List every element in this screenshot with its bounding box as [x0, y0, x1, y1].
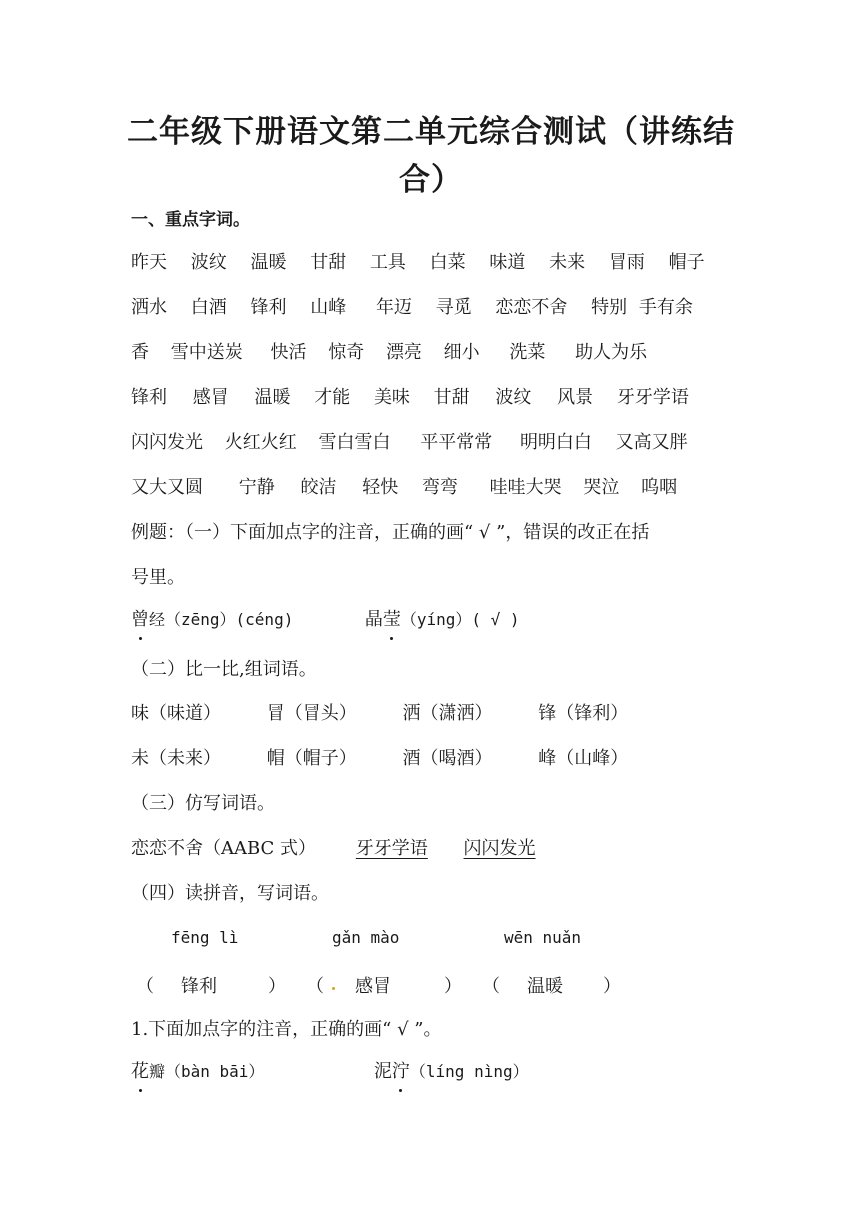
word: 雪中送炭	[170, 342, 243, 363]
word: 皎洁	[300, 477, 337, 498]
word: 惊奇	[328, 342, 365, 363]
char: 晶	[364, 609, 383, 630]
word: 快活	[270, 342, 307, 363]
word: 山峰	[310, 297, 347, 318]
question-1-heading: 1.下面加点字的注音，正确的画“ √ ”。	[131, 1019, 442, 1040]
word: 甘甜	[310, 252, 347, 273]
dotted-char: 花	[131, 1058, 149, 1086]
word: 昨天	[131, 252, 167, 273]
example-instruction: 例题：（一）下面加点字的注音，正确的画“ √ ”，错误的改正在括	[131, 522, 650, 543]
answer-open-paren-2: （	[306, 976, 324, 997]
word: 温暖	[254, 387, 291, 408]
word: 牙牙学语	[616, 387, 689, 408]
word: 平平常常	[420, 432, 493, 453]
word: 明明白白	[519, 432, 592, 453]
word: 寻觅	[435, 297, 472, 318]
word: 哭泣	[583, 477, 620, 498]
word: 帽子	[668, 252, 705, 273]
word-row-2	[131, 294, 693, 322]
word-row-5	[131, 429, 688, 457]
word: 感冒	[192, 387, 229, 408]
word: 温暖	[250, 252, 287, 273]
compare-item: 未（未来）	[131, 748, 221, 769]
imitate-row	[131, 835, 536, 863]
answer-close-paren-3: ）	[603, 976, 621, 997]
dotted-char: 曾	[131, 606, 149, 634]
word: 美味	[373, 387, 410, 408]
word-row-6	[131, 474, 677, 502]
word-row-1	[131, 249, 705, 277]
word: 波纹	[495, 387, 532, 408]
imitate-answer: 闪闪发光	[463, 838, 536, 859]
compare-item: 酒（喝酒）	[402, 748, 493, 769]
compare-item: 味（味道）	[131, 703, 221, 724]
word: 特别	[591, 297, 628, 318]
example-instruction-cont: 号里。	[131, 567, 185, 588]
word: 波纹	[190, 252, 227, 273]
word: 轻快	[362, 477, 399, 498]
word: 助人为乐	[575, 342, 648, 363]
word: 又高又胖	[615, 432, 688, 453]
answer-close-paren-1: ）	[268, 976, 286, 997]
compare-item: 帽（帽子）	[266, 748, 357, 769]
section-heading-key-words: 一、重点字词。	[131, 210, 250, 230]
word: 火红火红	[224, 432, 297, 453]
word: 年迈	[375, 297, 412, 318]
pinyin-options: 经（zēng）(céng)	[149, 610, 294, 629]
word: 才能	[314, 387, 351, 408]
word: 又大又圆	[131, 477, 203, 498]
word: 甘甜	[433, 387, 470, 408]
pinyin-options: （líng nìng）	[409, 1062, 529, 1081]
answer-open-paren-3: （	[482, 976, 500, 997]
imitate-prompt: 恋恋不舍（AABC 式）	[131, 838, 317, 859]
word: 未来	[549, 252, 586, 273]
word: 弯弯	[421, 477, 458, 498]
answer-2: 感冒	[355, 976, 391, 997]
word: 风景	[557, 387, 594, 408]
orange-mark	[331, 972, 336, 993]
word: 细小	[443, 342, 480, 363]
compare-item: 冒（冒头）	[266, 703, 357, 724]
answer-3: 温暖	[527, 976, 563, 997]
answer-open-paren-1: （	[136, 976, 154, 997]
word: 哇哇大哭	[489, 477, 562, 498]
dotted-char: 泞	[392, 1058, 410, 1086]
pinyin-1: fēng lì	[171, 928, 239, 947]
word: 白酒	[190, 297, 227, 318]
pinyin-options: （yíng）( √ )	[400, 610, 520, 629]
word-row-4	[131, 384, 689, 412]
word: 味道	[489, 252, 526, 273]
part3-heading: （三）仿写词语。	[131, 793, 275, 814]
word-row-3	[131, 339, 647, 367]
compare-item: 锋（锋利）	[538, 703, 629, 724]
word: 锋利	[250, 297, 287, 318]
word: 恋恋不舍	[495, 297, 568, 318]
word: 洒水	[131, 297, 167, 318]
char: 泥	[373, 1061, 392, 1082]
answer-1: 锋利	[181, 976, 217, 997]
word: 漂亮	[385, 342, 422, 363]
answer-close-paren-2: ）	[444, 976, 462, 997]
word: 雪白雪白	[318, 432, 391, 453]
word: 闪闪发光	[131, 432, 203, 453]
word: 白菜	[429, 252, 466, 273]
pinyin-options: 瓣（bàn bāi）	[149, 1062, 265, 1081]
question-1-items	[131, 1058, 529, 1086]
word: 呜咽	[641, 477, 678, 498]
word: 锋利	[131, 387, 167, 408]
imitate-answer: 牙牙学语	[355, 838, 428, 859]
pinyin-3: wēn nuǎn	[504, 928, 582, 947]
compare-item: 洒（潇洒）	[402, 703, 493, 724]
word: 工具	[369, 252, 406, 273]
example-items	[131, 606, 520, 634]
compare-item: 峰（山峰）	[538, 748, 629, 769]
dotted-char: 莹	[383, 606, 401, 634]
word: 手有余	[638, 297, 693, 318]
word: 香	[131, 342, 149, 363]
part2-heading: （二）比一比,组词语。	[131, 659, 317, 680]
word: 宁静	[238, 477, 275, 498]
part4-heading: （四）读拼音，写词语。	[131, 883, 329, 904]
pinyin-2: gǎn mào	[332, 928, 400, 947]
word: 冒雨	[608, 252, 645, 273]
word: 洗菜	[509, 342, 546, 363]
compare-row-1	[131, 700, 628, 728]
compare-row-2	[131, 745, 628, 773]
page-title: 二年级下册语文第二单元综合测试（讲练结合）	[127, 114, 735, 198]
